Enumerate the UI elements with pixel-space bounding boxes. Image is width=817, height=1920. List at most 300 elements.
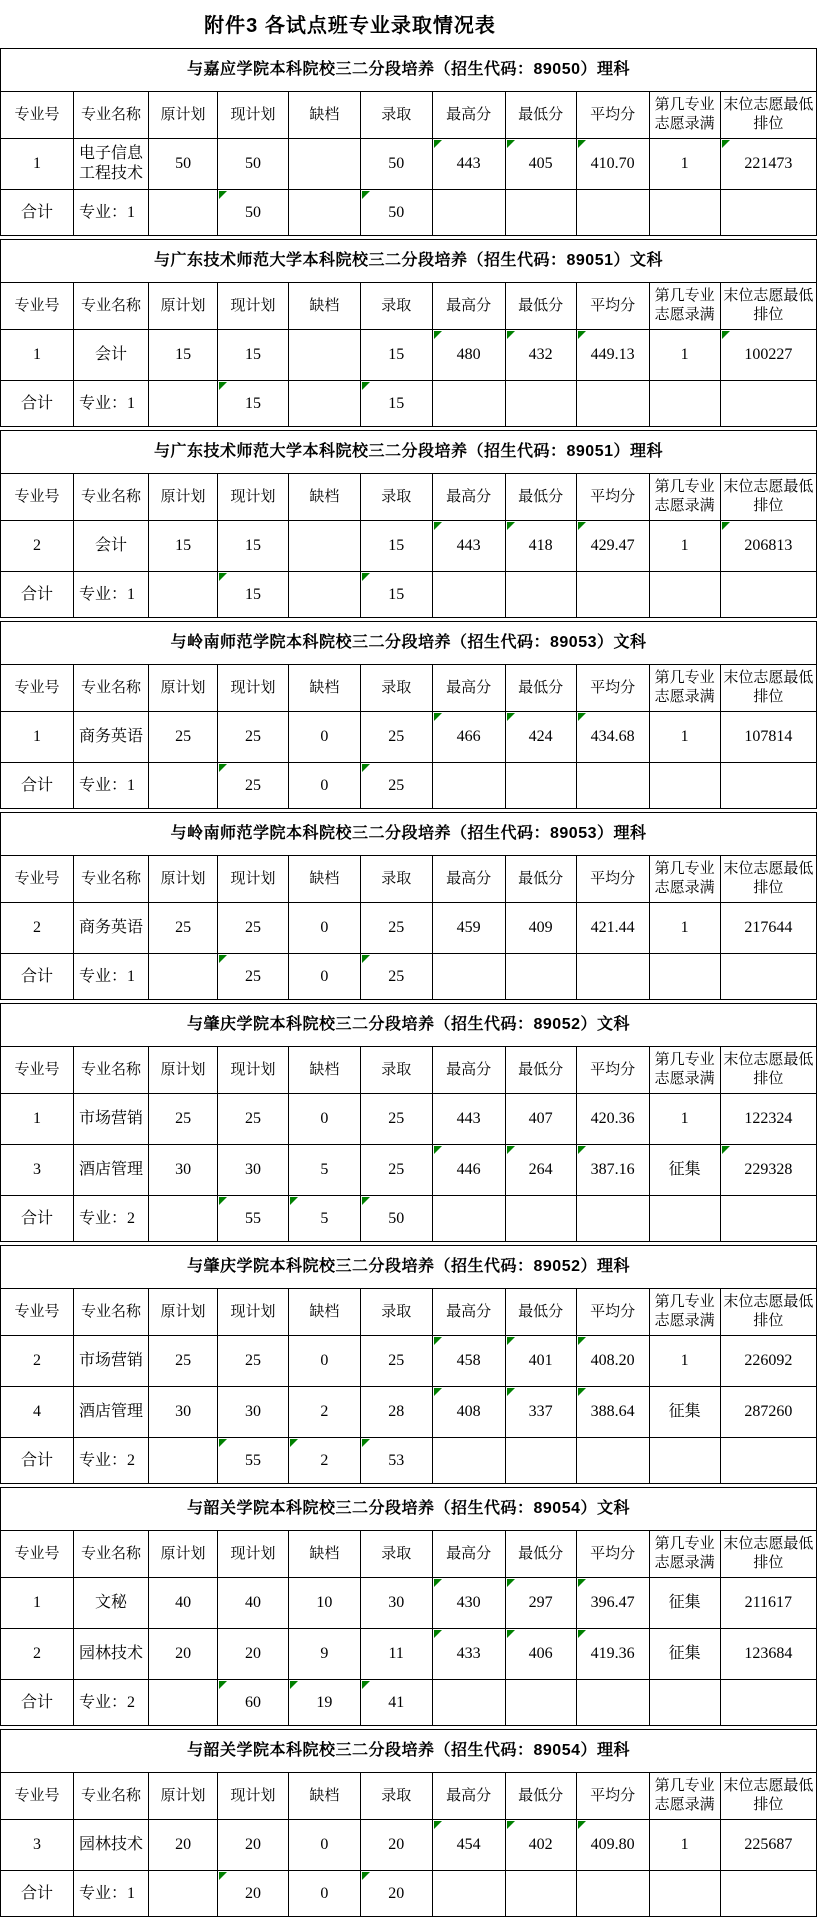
green-corner-marker — [362, 1872, 370, 1880]
cell — [720, 1871, 816, 1917]
total-row — [1, 1196, 817, 1242]
cell: 会计 — [74, 521, 149, 572]
cell: 407 — [505, 1094, 576, 1145]
total-row — [1, 1871, 817, 1917]
green-corner-marker — [722, 1146, 730, 1154]
cell — [432, 572, 505, 618]
green-corner-marker — [434, 1146, 442, 1154]
cell: 0 — [289, 1820, 361, 1871]
section-band-row — [1, 240, 817, 283]
column-header: 最低分 — [505, 1047, 576, 1094]
cell — [576, 1871, 649, 1917]
cell: 1 — [649, 330, 720, 381]
column-header: 缺档 — [289, 665, 361, 712]
green-corner-marker — [219, 1197, 227, 1205]
cell — [720, 954, 816, 1000]
cell: 合计 — [1, 1871, 74, 1917]
cell: 429.47 — [576, 521, 649, 572]
column-header: 现计划 — [218, 1531, 289, 1578]
green-corner-marker — [219, 573, 227, 581]
column-header: 专业号 — [1, 856, 74, 903]
cell: 1 — [649, 903, 720, 954]
cell: 1 — [649, 1820, 720, 1871]
cell: 合计 — [1, 1438, 74, 1484]
cell: 1 — [649, 712, 720, 763]
column-header: 现计划 — [218, 474, 289, 521]
green-corner-marker — [578, 1579, 586, 1587]
cell: 50 — [218, 190, 289, 236]
cell: 25 — [360, 1145, 432, 1196]
column-header: 原计划 — [149, 92, 218, 139]
cell: 15 — [218, 381, 289, 427]
cell: 25 — [360, 712, 432, 763]
column-header: 平均分 — [576, 856, 649, 903]
cell: 206813 — [720, 521, 816, 572]
cell: 405 — [505, 139, 576, 190]
cell: 0 — [289, 903, 361, 954]
cell: 30 — [149, 1387, 218, 1438]
green-corner-marker — [434, 522, 442, 530]
cell: 20 — [218, 1871, 289, 1917]
column-header-row — [1, 1289, 817, 1336]
cell: 443 — [432, 139, 505, 190]
cell — [649, 763, 720, 809]
cell: 合计 — [1, 954, 74, 1000]
cell: 2 — [289, 1387, 361, 1438]
column-header-row — [1, 474, 817, 521]
column-header: 最低分 — [505, 283, 576, 330]
column-header: 原计划 — [149, 1289, 218, 1336]
column-header: 专业名称 — [74, 1047, 149, 1094]
cell: 402 — [505, 1820, 576, 1871]
cell — [149, 763, 218, 809]
column-header: 最低分 — [505, 92, 576, 139]
cell — [505, 1438, 576, 1484]
data-row — [1, 1629, 817, 1680]
cell: 25 — [360, 903, 432, 954]
column-header: 现计划 — [218, 856, 289, 903]
cell — [720, 763, 816, 809]
cell: 9 — [289, 1629, 361, 1680]
column-header-row — [1, 665, 817, 712]
cell: 454 — [432, 1820, 505, 1871]
cell: 337 — [505, 1387, 576, 1438]
green-corner-marker — [434, 1579, 442, 1587]
column-header: 原计划 — [149, 1047, 218, 1094]
cell: 征集 — [649, 1578, 720, 1629]
section-table-1 — [0, 48, 817, 236]
column-header: 专业名称 — [74, 856, 149, 903]
cell: 396.47 — [576, 1578, 649, 1629]
green-corner-marker — [507, 1146, 515, 1154]
cell: 410.70 — [576, 139, 649, 190]
column-header: 缺档 — [289, 1047, 361, 1094]
column-header: 专业号 — [1, 474, 74, 521]
cell: 30 — [218, 1145, 289, 1196]
cell: 55 — [218, 1438, 289, 1484]
data-row — [1, 1578, 817, 1629]
cell — [649, 1871, 720, 1917]
column-header: 缺档 — [289, 1773, 361, 1820]
cell — [149, 1871, 218, 1917]
data-row — [1, 1336, 817, 1387]
cell — [649, 381, 720, 427]
column-header: 最高分 — [432, 1531, 505, 1578]
cell: 50 — [149, 139, 218, 190]
cell: 专业：2 — [74, 1680, 149, 1726]
green-corner-marker — [507, 522, 515, 530]
column-header: 专业号 — [1, 283, 74, 330]
cell — [149, 1680, 218, 1726]
data-row — [1, 1820, 817, 1871]
data-row — [1, 903, 817, 954]
cell — [576, 763, 649, 809]
cell: 459 — [432, 903, 505, 954]
cell — [505, 954, 576, 1000]
green-corner-marker — [578, 713, 586, 721]
column-header: 第几专业志愿录满 — [649, 1289, 720, 1336]
data-row — [1, 1094, 817, 1145]
column-header: 最高分 — [432, 856, 505, 903]
cell: 53 — [360, 1438, 432, 1484]
cell: 30 — [149, 1145, 218, 1196]
cell: 41 — [360, 1680, 432, 1726]
cell — [720, 1196, 816, 1242]
cell — [149, 572, 218, 618]
cell — [289, 572, 361, 618]
green-corner-marker — [507, 713, 515, 721]
cell: 430 — [432, 1578, 505, 1629]
cell: 225687 — [720, 1820, 816, 1871]
column-header: 录取 — [360, 1531, 432, 1578]
cell: 专业：1 — [74, 954, 149, 1000]
section-header: 与肇庆学院本科院校三二分段培养（招生代码：89052）文科 — [1, 1004, 817, 1047]
cell — [149, 190, 218, 236]
green-corner-marker — [578, 140, 586, 148]
cell: 15 — [149, 521, 218, 572]
green-corner-marker — [578, 1337, 586, 1345]
cell: 19 — [289, 1680, 361, 1726]
column-header: 第几专业志愿录满 — [649, 1773, 720, 1820]
column-header: 专业名称 — [74, 665, 149, 712]
column-header: 平均分 — [576, 1531, 649, 1578]
cell: 2 — [1, 1629, 74, 1680]
green-corner-marker — [362, 1197, 370, 1205]
cell: 5 — [289, 1196, 361, 1242]
column-header: 缺档 — [289, 856, 361, 903]
cell: 221473 — [720, 139, 816, 190]
column-header: 专业名称 — [74, 1289, 149, 1336]
cell — [432, 1680, 505, 1726]
cell: 466 — [432, 712, 505, 763]
green-corner-marker — [290, 1439, 298, 1447]
cell: 15 — [218, 572, 289, 618]
cell — [505, 190, 576, 236]
column-header-row — [1, 92, 817, 139]
cell: 园林技术 — [74, 1820, 149, 1871]
column-header: 录取 — [360, 92, 432, 139]
section-table-3 — [0, 430, 817, 618]
section-table-8 — [0, 1487, 817, 1726]
column-header: 最低分 — [505, 665, 576, 712]
cell: 1 — [1, 330, 74, 381]
column-header: 第几专业志愿录满 — [649, 92, 720, 139]
cell — [576, 954, 649, 1000]
cell: 1 — [649, 521, 720, 572]
data-row — [1, 330, 817, 381]
column-header: 最低分 — [505, 1531, 576, 1578]
cell: 1 — [1, 139, 74, 190]
cell: 专业：1 — [74, 190, 149, 236]
column-header: 录取 — [360, 1047, 432, 1094]
cell — [505, 763, 576, 809]
cell — [432, 1871, 505, 1917]
cell: 28 — [360, 1387, 432, 1438]
column-header: 原计划 — [149, 283, 218, 330]
cell — [720, 381, 816, 427]
cell: 1 — [649, 1336, 720, 1387]
cell: 2 — [1, 521, 74, 572]
cell: 50 — [360, 1196, 432, 1242]
total-row — [1, 1680, 817, 1726]
cell: 专业：2 — [74, 1438, 149, 1484]
cell — [649, 1438, 720, 1484]
column-header: 专业号 — [1, 92, 74, 139]
cell: 25 — [149, 1094, 218, 1145]
cell: 25 — [218, 1094, 289, 1145]
cell: 122324 — [720, 1094, 816, 1145]
cell: 418 — [505, 521, 576, 572]
cell: 0 — [289, 712, 361, 763]
cell: 446 — [432, 1145, 505, 1196]
cell — [432, 381, 505, 427]
column-header: 缺档 — [289, 92, 361, 139]
cell: 20 — [149, 1820, 218, 1871]
cell: 3 — [1, 1820, 74, 1871]
section-header: 与岭南师范学院本科院校三二分段培养（招生代码：89053）理科 — [1, 813, 817, 856]
cell: 25 — [218, 1336, 289, 1387]
column-header: 专业名称 — [74, 283, 149, 330]
cell: 388.64 — [576, 1387, 649, 1438]
column-header-row — [1, 856, 817, 903]
column-header: 末位志愿最低排位 — [720, 1773, 816, 1820]
cell — [289, 330, 361, 381]
cell — [149, 1196, 218, 1242]
cell: 酒店管理 — [74, 1145, 149, 1196]
green-corner-marker — [290, 1197, 298, 1205]
cell: 1 — [649, 1094, 720, 1145]
cell — [149, 954, 218, 1000]
green-corner-marker — [578, 522, 586, 530]
green-corner-marker — [219, 764, 227, 772]
column-header: 最高分 — [432, 1289, 505, 1336]
cell: 424 — [505, 712, 576, 763]
cell: 433 — [432, 1629, 505, 1680]
cell: 11 — [360, 1629, 432, 1680]
cell — [432, 763, 505, 809]
green-corner-marker — [578, 1821, 586, 1829]
section-band-row — [1, 49, 817, 92]
column-header: 缺档 — [289, 1289, 361, 1336]
green-corner-marker — [362, 764, 370, 772]
column-header: 专业名称 — [74, 92, 149, 139]
section-band-row — [1, 1488, 817, 1531]
cell: 387.16 — [576, 1145, 649, 1196]
cell: 25 — [218, 712, 289, 763]
column-header: 现计划 — [218, 1047, 289, 1094]
cell: 20 — [218, 1820, 289, 1871]
column-header: 专业号 — [1, 1531, 74, 1578]
cell: 20 — [360, 1820, 432, 1871]
cell: 20 — [360, 1871, 432, 1917]
column-header: 第几专业志愿录满 — [649, 856, 720, 903]
cell: 文秘 — [74, 1578, 149, 1629]
green-corner-marker — [219, 382, 227, 390]
section-header: 与嘉应学院本科院校三二分段培养（招生代码：89050）理科 — [1, 49, 817, 92]
section-band-row — [1, 813, 817, 856]
column-header: 最高分 — [432, 92, 505, 139]
column-header: 第几专业志愿录满 — [649, 474, 720, 521]
total-row — [1, 1438, 817, 1484]
cell: 15 — [218, 330, 289, 381]
column-header: 原计划 — [149, 1773, 218, 1820]
cell: 0 — [289, 763, 361, 809]
cell: 合计 — [1, 1680, 74, 1726]
column-header: 最高分 — [432, 283, 505, 330]
cell: 25 — [360, 1336, 432, 1387]
cell: 25 — [218, 954, 289, 1000]
column-header: 第几专业志愿录满 — [649, 665, 720, 712]
column-header: 录取 — [360, 474, 432, 521]
cell: 专业：1 — [74, 763, 149, 809]
column-header: 最低分 — [505, 856, 576, 903]
cell: 55 — [218, 1196, 289, 1242]
cell: 409 — [505, 903, 576, 954]
green-corner-marker — [362, 382, 370, 390]
column-header: 最高分 — [432, 1773, 505, 1820]
section-band-row — [1, 1246, 817, 1289]
data-row — [1, 521, 817, 572]
cell: 专业：1 — [74, 572, 149, 618]
cell: 15 — [360, 572, 432, 618]
green-corner-marker — [507, 1388, 515, 1396]
cell: 0 — [289, 954, 361, 1000]
cell — [649, 1680, 720, 1726]
cell: 4 — [1, 1387, 74, 1438]
green-corner-marker — [290, 1681, 298, 1689]
cell — [289, 190, 361, 236]
cell: 264 — [505, 1145, 576, 1196]
cell: 408 — [432, 1387, 505, 1438]
cell: 合计 — [1, 190, 74, 236]
cell — [149, 381, 218, 427]
cell: 287260 — [720, 1387, 816, 1438]
cell: 25 — [218, 763, 289, 809]
cell — [289, 381, 361, 427]
column-header: 专业号 — [1, 1773, 74, 1820]
green-corner-marker — [578, 1388, 586, 1396]
cell — [576, 1438, 649, 1484]
cell: 专业：1 — [74, 381, 149, 427]
column-header: 专业号 — [1, 1289, 74, 1336]
cell: 2 — [1, 903, 74, 954]
cell — [576, 381, 649, 427]
section-table-6 — [0, 1003, 817, 1242]
column-header: 最高分 — [432, 1047, 505, 1094]
green-corner-marker — [434, 1337, 442, 1345]
cell: 420.36 — [576, 1094, 649, 1145]
green-corner-marker — [507, 1579, 515, 1587]
cell: 会计 — [74, 330, 149, 381]
column-header: 最高分 — [432, 665, 505, 712]
total-row — [1, 763, 817, 809]
column-header: 专业号 — [1, 1047, 74, 1094]
column-header: 平均分 — [576, 92, 649, 139]
cell — [720, 190, 816, 236]
cell: 合计 — [1, 1196, 74, 1242]
cell: 20 — [218, 1629, 289, 1680]
cell: 合计 — [1, 381, 74, 427]
cell: 市场营销 — [74, 1094, 149, 1145]
green-corner-marker — [507, 1821, 515, 1829]
column-header: 第几专业志愿录满 — [649, 283, 720, 330]
green-corner-marker — [434, 1821, 442, 1829]
cell — [432, 1196, 505, 1242]
column-header: 平均分 — [576, 1047, 649, 1094]
cell: 401 — [505, 1336, 576, 1387]
column-header: 平均分 — [576, 1289, 649, 1336]
cell: 211617 — [720, 1578, 816, 1629]
column-header: 第几专业志愿录满 — [649, 1047, 720, 1094]
cell: 25 — [149, 903, 218, 954]
cell — [649, 572, 720, 618]
cell: 15 — [360, 381, 432, 427]
column-header: 最高分 — [432, 474, 505, 521]
cell: 409.80 — [576, 1820, 649, 1871]
cell: 25 — [149, 1336, 218, 1387]
cell: 专业：2 — [74, 1196, 149, 1242]
cell: 5 — [289, 1145, 361, 1196]
column-header: 缺档 — [289, 474, 361, 521]
section-band-row — [1, 1004, 817, 1047]
cell: 园林技术 — [74, 1629, 149, 1680]
sections-container — [0, 48, 817, 1917]
column-header-row — [1, 283, 817, 330]
green-corner-marker — [507, 1337, 515, 1345]
column-header: 最低分 — [505, 1773, 576, 1820]
cell — [432, 1438, 505, 1484]
column-header: 原计划 — [149, 665, 218, 712]
cell: 40 — [218, 1578, 289, 1629]
cell: 合计 — [1, 572, 74, 618]
column-header: 录取 — [360, 665, 432, 712]
cell: 15 — [149, 330, 218, 381]
cell: 297 — [505, 1578, 576, 1629]
section-header: 与广东技术师范大学本科院校三二分段培养（招生代码：89051）理科 — [1, 431, 817, 474]
cell: 15 — [218, 521, 289, 572]
cell: 1 — [1, 1578, 74, 1629]
cell: 443 — [432, 1094, 505, 1145]
cell — [720, 572, 816, 618]
green-corner-marker — [507, 1630, 515, 1638]
column-header: 原计划 — [149, 1531, 218, 1578]
cell: 217644 — [720, 903, 816, 954]
data-row — [1, 712, 817, 763]
cell: 专业：1 — [74, 1871, 149, 1917]
column-header-row — [1, 1773, 817, 1820]
green-corner-marker — [578, 1146, 586, 1154]
column-header: 专业名称 — [74, 1773, 149, 1820]
